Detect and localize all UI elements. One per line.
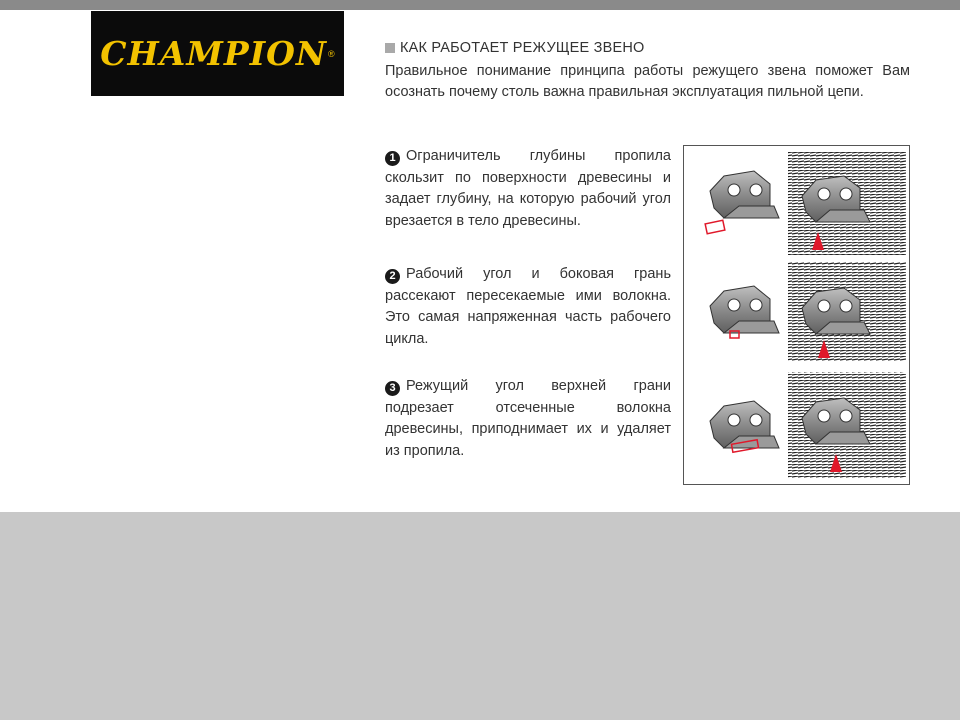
- step-2-text: Рабочий угол и боковая грань рассекают пересекаемые ими волокна. Это самая напряженная часть рабочего цикла.: [385, 266, 671, 347]
- step-3-text: Режущий угол верхней грани подрезает отсеченные волокна древесины, приподнимает их и удаляет из пропила.: [385, 378, 671, 459]
- step-3-number: 3: [385, 381, 400, 396]
- section-heading: [385, 40, 644, 56]
- wood-cut-right-1: [788, 151, 906, 255]
- intro-paragraph: Правильное понимание принципа работы режущего звена поможет Вам осознать почему столь важна правильная эксплуатация пильной цепи.: [385, 63, 910, 100]
- wood-cut-right-3: [788, 372, 906, 478]
- registered-mark: ®: [328, 48, 335, 59]
- top-bar: [0, 0, 960, 10]
- cutting-link-diagram: [684, 146, 908, 483]
- logo-text: CHAMPION: [100, 34, 328, 73]
- step-1-text: Ограничитель глубины пропила скользит по поверхности древесины и задает глубину, на которую рабочий угол врезается в тело древесины.: [385, 148, 671, 229]
- champion-logo: [91, 11, 344, 96]
- heading-square-icon: [385, 43, 395, 53]
- step-1-number: 1: [385, 151, 400, 166]
- bottom-panel: [0, 512, 960, 720]
- heading-text: КАК РАБОТАЕТ РЕЖУЩЕЕ ЗВЕНО: [400, 40, 645, 56]
- wood-cut-right-2: [788, 262, 906, 362]
- step-1-paragraph: [385, 146, 671, 232]
- step-2-paragraph: [385, 264, 671, 350]
- link-left-2: [710, 286, 779, 338]
- step-3-paragraph: [385, 376, 671, 462]
- link-left-1: [705, 171, 779, 234]
- link-left-3: [710, 401, 779, 452]
- step-2-number: 2: [385, 269, 400, 284]
- cutting-link-illustration: [683, 145, 910, 485]
